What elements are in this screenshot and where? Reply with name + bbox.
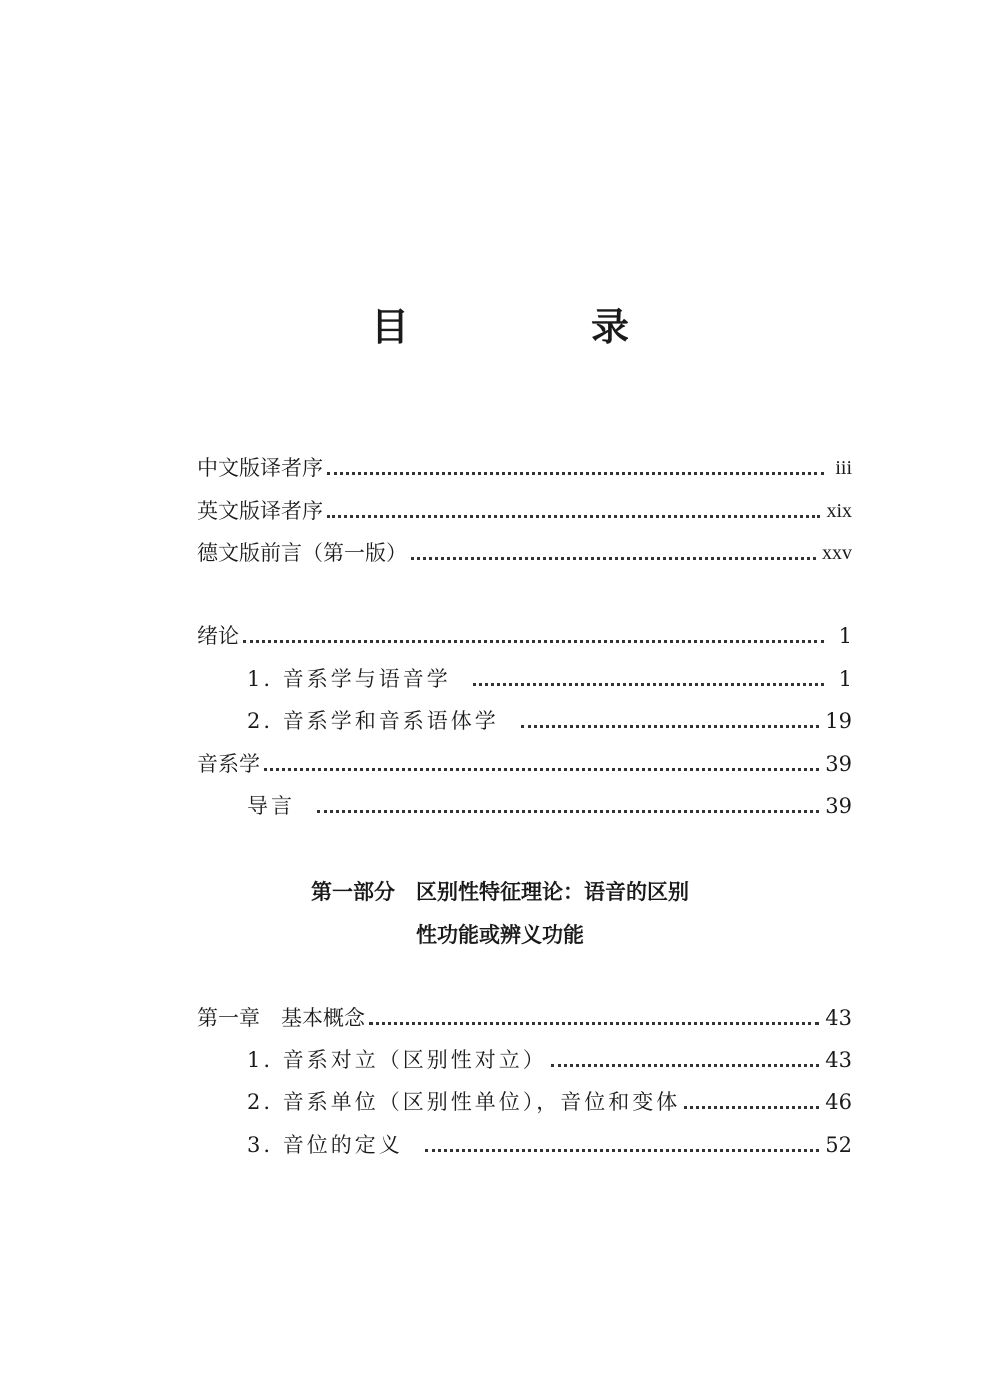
toc-subentry[interactable] — [247, 784, 852, 820]
toc-subentry[interactable] — [247, 1080, 852, 1116]
toc-entry-page: 52 — [825, 1133, 852, 1157]
toc-entry[interactable] — [197, 614, 852, 650]
dot-leader — [317, 810, 819, 813]
toc-entry-page: xxv — [822, 542, 852, 564]
toc-subentry[interactable] — [247, 699, 852, 735]
toc-subentry[interactable] — [247, 657, 852, 693]
toc-entry-label: 2. 音系学和音系语体学 — [247, 709, 499, 733]
toc-entry-label: 音系学 — [197, 752, 260, 776]
dot-leader — [425, 1149, 820, 1152]
dot-leader — [411, 557, 816, 560]
part-heading-line2: 性功能或辨义功能 — [416, 923, 584, 947]
toc-entry-label: 3. 音位的定义 — [247, 1133, 403, 1157]
toc-entry-label: 1. 音系学与语音学 — [247, 667, 451, 691]
toc-entry-page: 46 — [825, 1090, 852, 1114]
part-heading-line1: 第一部分 区别性特征理论：语音的区别 — [311, 880, 689, 904]
toc-entry-page: 19 — [825, 709, 852, 733]
toc-entry[interactable] — [197, 742, 852, 778]
dot-leader — [327, 515, 820, 518]
toc-entry-page: 43 — [825, 1048, 852, 1072]
dot-leader — [684, 1106, 819, 1109]
dot-leader — [551, 1064, 820, 1067]
dot-leader — [521, 725, 820, 728]
toc-entry-page: iii — [835, 457, 852, 479]
toc-entry-label: 德文版前言（第一版） — [197, 541, 407, 565]
toc-entry[interactable] — [197, 446, 852, 482]
toc-entry-label: 绪论 — [197, 624, 239, 648]
dot-leader — [243, 640, 824, 643]
toc-entry[interactable] — [197, 531, 852, 567]
page-title: 目 录 — [370, 305, 701, 349]
toc-subentry[interactable] — [247, 1038, 852, 1074]
toc-entry-page: 1 — [838, 667, 852, 691]
toc-chapter-entry[interactable] — [197, 996, 852, 1032]
dot-leader — [327, 472, 824, 475]
toc-entry-page: xix — [826, 500, 852, 522]
toc-entry-label: 第一章 基本概念 — [197, 1006, 365, 1030]
dot-leader — [369, 1022, 819, 1025]
dot-leader — [473, 683, 824, 686]
toc-entry-page: 39 — [825, 752, 852, 776]
toc-entry-label: 英文版译者序 — [197, 499, 323, 523]
toc-entry-label: 中文版译者序 — [197, 456, 323, 480]
toc-subentry[interactable] — [247, 1123, 852, 1159]
toc-entry-label: 1. 音系对立（区别性对立） — [247, 1048, 547, 1072]
toc-entry[interactable] — [197, 489, 852, 525]
toc-entry-label: 导言 — [247, 794, 295, 818]
dot-leader — [264, 768, 819, 771]
toc-entry-page: 1 — [838, 624, 852, 648]
toc-entry-label: 2. 音系单位（区别性单位），音位和变体 — [247, 1090, 681, 1114]
toc-entry-page: 39 — [825, 794, 852, 818]
toc-entry-page: 43 — [825, 1006, 852, 1030]
